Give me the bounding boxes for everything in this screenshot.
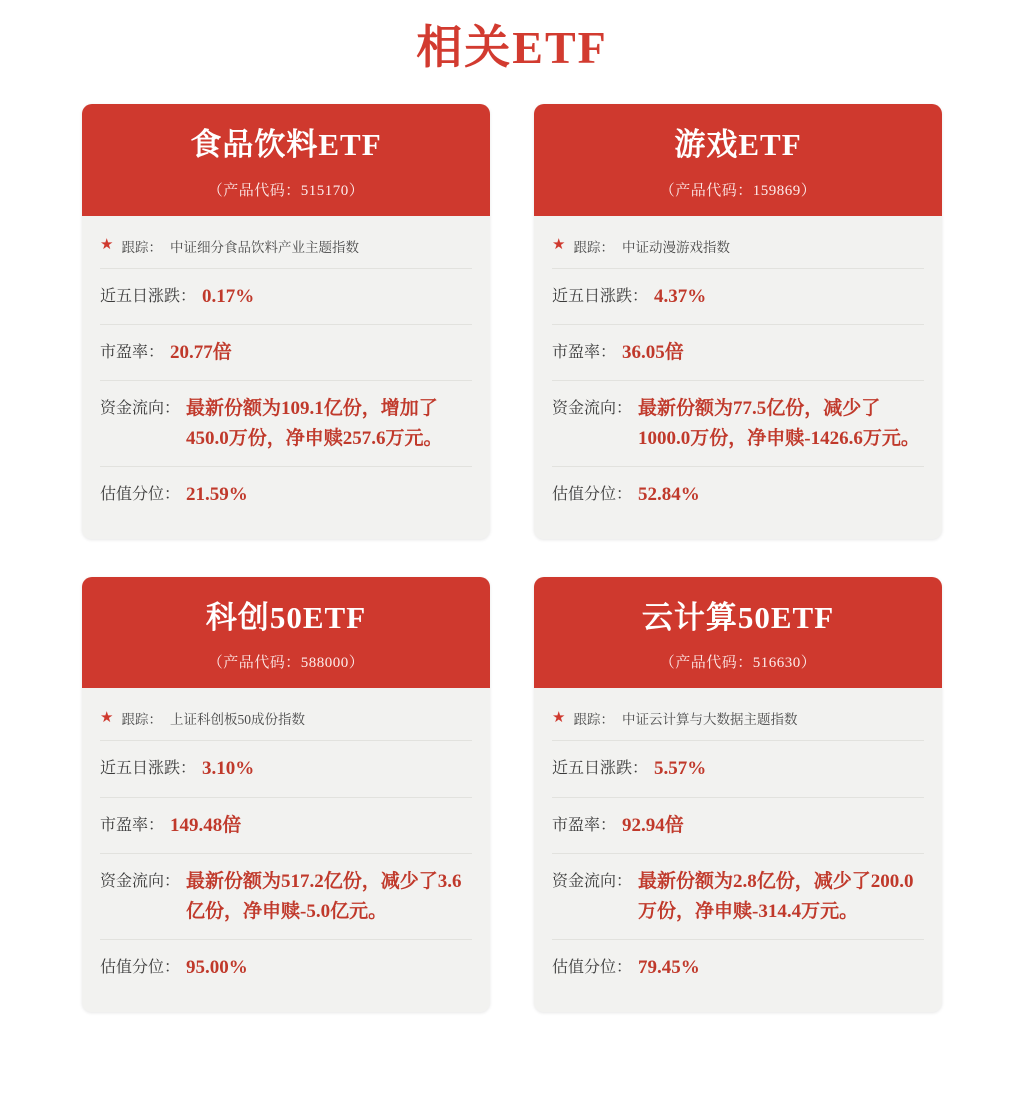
five-day-label: 近五日涨跌：	[552, 287, 649, 305]
etf-card-body	[534, 216, 942, 539]
valuation-row	[552, 467, 924, 522]
pe-label: 市盈率：	[552, 816, 617, 834]
code-suffix: ）	[348, 182, 365, 199]
valuation-label: 估值分位：	[100, 486, 181, 504]
etf-card[interactable]	[534, 104, 942, 539]
valuation-row	[100, 940, 472, 995]
code-prefix: （产品代码：	[659, 655, 753, 672]
code-prefix: （产品代码：	[207, 182, 301, 199]
code-prefix: （产品代码：	[207, 655, 301, 672]
valuation-value: 79.45%	[638, 957, 700, 979]
track-index-name: 中证动漫游戏指数	[621, 239, 730, 255]
track-label: 跟踪：	[573, 239, 614, 255]
valuation-row	[552, 940, 924, 995]
valuation-value: 95.00%	[186, 957, 248, 979]
pe-label: 市盈率：	[552, 343, 617, 361]
pe-label: 市盈率：	[100, 816, 165, 834]
etf-name: 游戏ETF	[674, 126, 802, 162]
etf-name: 食品饮料ETF	[190, 126, 382, 162]
valuation-value: 21.59%	[186, 484, 248, 506]
five-day-value: 4.37%	[654, 285, 707, 307]
code-suffix: ）	[800, 182, 817, 199]
flow-row	[100, 854, 472, 940]
flow-label: 资金流向：	[552, 873, 633, 891]
code-suffix: ）	[800, 655, 817, 672]
flow-value: 最新份额为2.8亿份，减少了200.0万份，净申赎-314.4万元。	[638, 871, 914, 922]
valuation-row	[100, 467, 472, 522]
etf-card-header	[82, 577, 490, 689]
valuation-value: 52.84%	[638, 484, 700, 506]
etf-page	[0, 18, 1024, 1036]
track-index-name: 中证云计算与大数据主题指数	[621, 712, 798, 728]
etf-card-body	[82, 216, 490, 539]
star-icon: ★	[552, 237, 566, 254]
etf-card-header	[534, 104, 942, 216]
track-label: 跟踪：	[573, 712, 614, 728]
five-day-label: 近五日涨跌：	[100, 287, 197, 305]
etf-code	[92, 651, 480, 672]
etf-code	[92, 179, 480, 200]
etf-card-header	[82, 104, 490, 216]
etf-code	[544, 179, 932, 200]
flow-label: 资金流向：	[100, 400, 181, 418]
five-day-row	[100, 741, 472, 797]
flow-label: 资金流向：	[552, 400, 633, 418]
five-day-value: 0.17%	[202, 285, 255, 307]
flow-row	[552, 381, 924, 467]
etf-card-body	[82, 688, 490, 1011]
five-day-row	[552, 269, 924, 325]
pe-value: 92.94倍	[622, 814, 684, 836]
five-day-row	[100, 269, 472, 325]
flow-value: 最新份额为109.1亿份，增加了450.0万份，净申赎257.6万元。	[186, 398, 443, 449]
etf-card[interactable]	[82, 104, 490, 539]
valuation-label: 估值分位：	[100, 959, 181, 977]
etf-code	[544, 651, 932, 672]
code-value: 159869	[752, 182, 801, 199]
track-row	[552, 702, 924, 741]
five-day-row	[552, 741, 924, 797]
pe-row	[552, 325, 924, 381]
five-day-label: 近五日涨跌：	[552, 760, 649, 778]
star-icon: ★	[552, 709, 566, 726]
star-icon: ★	[100, 237, 114, 254]
star-icon: ★	[100, 709, 114, 726]
track-index-name: 上证科创板50成份指数	[169, 712, 305, 728]
etf-card-header	[534, 577, 942, 689]
etf-card-grid	[0, 104, 1024, 1012]
track-index-name: 中证细分食品饮料产业主题指数	[169, 239, 359, 255]
etf-card[interactable]	[534, 577, 942, 1012]
five-day-label: 近五日涨跌：	[100, 760, 197, 778]
pe-value: 36.05倍	[622, 341, 684, 363]
pe-label: 市盈率：	[100, 343, 165, 361]
pe-value: 149.48倍	[170, 814, 242, 836]
page-title: 相关ETF	[416, 22, 608, 73]
flow-row	[100, 381, 472, 467]
track-row	[100, 702, 472, 741]
pe-row	[100, 798, 472, 854]
pe-row	[100, 325, 472, 381]
track-row	[552, 230, 924, 269]
code-value: 516630	[752, 655, 801, 672]
code-value: 515170	[300, 182, 349, 199]
flow-row	[552, 854, 924, 940]
five-day-value: 3.10%	[202, 758, 255, 780]
flow-label: 资金流向：	[100, 873, 181, 891]
pe-value: 20.77倍	[170, 341, 232, 363]
etf-card-body	[534, 688, 942, 1011]
flow-value: 最新份额为77.5亿份，减少了1000.0万份，净申赎-1426.6万元。	[638, 398, 920, 449]
etf-card[interactable]	[82, 577, 490, 1012]
code-prefix: （产品代码：	[659, 182, 753, 199]
etf-name: 云计算50ETF	[641, 599, 835, 635]
pe-row	[552, 798, 924, 854]
valuation-label: 估值分位：	[552, 959, 633, 977]
five-day-value: 5.57%	[654, 758, 707, 780]
code-value: 588000	[300, 655, 349, 672]
track-label: 跟踪：	[121, 712, 162, 728]
code-suffix: ）	[348, 655, 365, 672]
track-label: 跟踪：	[121, 239, 162, 255]
etf-name: 科创50ETF	[205, 599, 367, 635]
valuation-label: 估值分位：	[552, 486, 633, 504]
flow-value: 最新份额为517.2亿份，减少了3.6亿份，净申赎-5.0亿元。	[186, 871, 462, 922]
track-row	[100, 230, 472, 269]
